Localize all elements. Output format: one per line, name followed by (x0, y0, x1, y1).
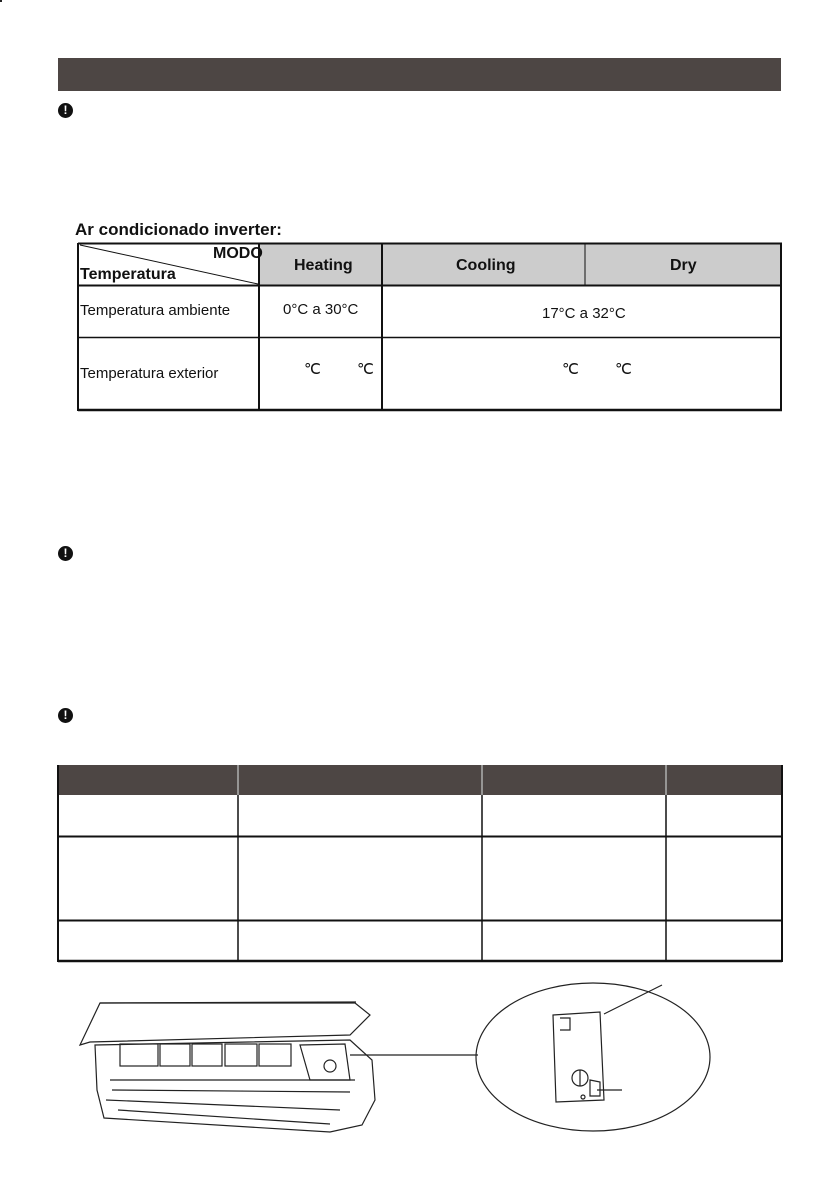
warning-icon: ! (58, 546, 73, 561)
column-dry: Dry (670, 257, 697, 274)
warning-icon: ! (58, 103, 73, 118)
row-label-ambient: Temperatura ambiente (80, 302, 231, 319)
table-corner-mode: MODO (213, 245, 263, 262)
heating-exterior-unit-a: ℃ (304, 361, 321, 378)
cooling-exterior-unit-a: ℃ (562, 361, 579, 378)
row-label-exterior: Temperatura exterior (80, 365, 219, 382)
column-cooling: Cooling (456, 257, 516, 274)
cooling-exterior-unit-b: ℃ (615, 361, 632, 378)
heating-ambient-range: 0°C a 30°C (283, 301, 359, 318)
table-corner-temperature: Temperatura (80, 266, 176, 283)
inverter-subtitle: Ar condicionado inverter: (75, 220, 282, 239)
warning-icon: ! (58, 708, 73, 723)
column-heating: Heating (294, 257, 353, 274)
heating-exterior-unit-b: ℃ (357, 361, 374, 378)
cooling-dry-ambient-range: 17°C a 32°C (542, 305, 626, 322)
